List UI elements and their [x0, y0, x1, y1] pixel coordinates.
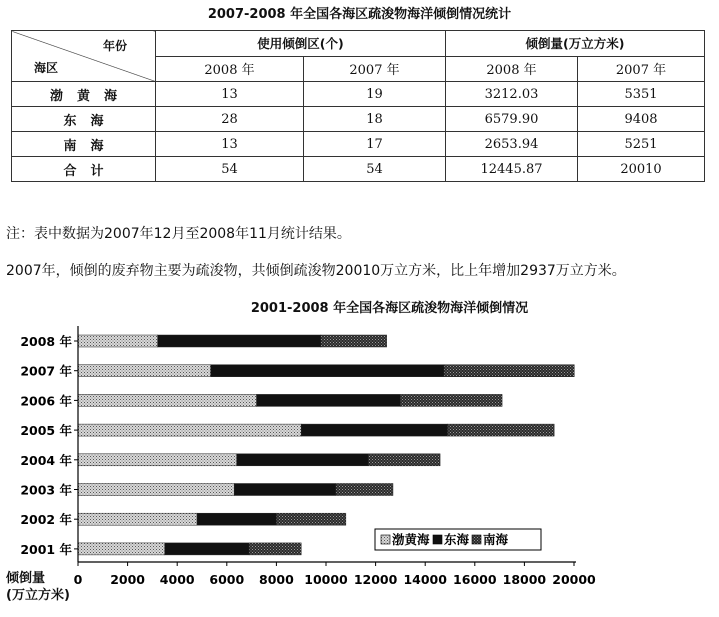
bar-segment	[444, 365, 574, 377]
bar-segment	[276, 513, 345, 525]
region-name: 东海	[12, 107, 156, 132]
region-name: 合计	[12, 157, 156, 182]
legend-swatch	[433, 535, 442, 544]
x-axis-label-line: (万立方米)	[6, 588, 70, 603]
bar-segment	[78, 335, 158, 347]
x-tick-label: 18000	[502, 572, 547, 587]
table-cell: 9408	[578, 107, 705, 132]
table-cell: 12445.87	[446, 157, 578, 182]
bar-segment	[165, 543, 249, 555]
x-tick-label: 14000	[403, 572, 447, 587]
table-cell: 54	[156, 157, 304, 182]
table-cell: 20010	[578, 157, 705, 182]
x-axis-label-line: 倾倒量	[6, 571, 46, 586]
table-cell: 54	[304, 157, 446, 182]
group-header-sites: 使用倾倒区(个)	[156, 31, 446, 57]
legend-label: 南海	[483, 532, 509, 547]
x-tick-label: 8000	[259, 572, 294, 587]
table-cell: 18	[304, 107, 446, 132]
x-tick-label: 10000	[304, 572, 348, 587]
table-cell: 6579.90	[446, 107, 578, 132]
table-cell: 28	[156, 107, 304, 132]
bar-segment	[321, 335, 387, 347]
bar-segment	[234, 484, 336, 496]
chart-title: 2001-2008 年全国各海区疏浚物海洋倾倒情况	[250, 301, 529, 316]
bar-segment	[78, 513, 197, 525]
x-tick-label: 12000	[353, 572, 398, 587]
region-name: 渤黄海	[12, 82, 156, 107]
bar-segment	[400, 394, 502, 406]
y-tick-label: 2008 年	[20, 334, 72, 349]
bar-segment	[237, 454, 368, 466]
legend-swatch	[381, 535, 390, 544]
bar-segment	[78, 543, 165, 555]
table-note: 注：表中数据为2007年12月至2008年11月统计结果。	[6, 226, 351, 242]
group-header-volume: 倾倒量(万立方米)	[446, 31, 705, 57]
year-header: 2008 年	[446, 56, 578, 82]
table-cell: 3212.03	[446, 82, 578, 107]
bar-segment	[78, 424, 301, 436]
legend-label: 东海	[444, 532, 470, 547]
table-cell: 17	[304, 132, 446, 157]
table-row	[12, 157, 705, 182]
legend-swatch	[472, 535, 481, 544]
bar-segment	[211, 365, 444, 377]
bar-segment	[197, 513, 276, 525]
table-cell: 19	[304, 82, 446, 107]
corner-year-label: 年份	[102, 39, 127, 53]
chart-legend	[375, 529, 541, 550]
table-cell: 2653.94	[446, 132, 578, 157]
x-axis-label	[6, 570, 70, 604]
table-cell: 5251	[578, 132, 705, 157]
x-tick-label: 16000	[453, 572, 497, 587]
y-tick-label: 2002 年	[20, 512, 72, 528]
year-header: 2008 年	[156, 56, 304, 82]
x-tick-label: 2000	[110, 572, 145, 587]
table-cell: 13	[156, 82, 304, 107]
bar-segment	[448, 424, 555, 436]
bar-segment	[336, 484, 393, 496]
bar-segment	[301, 424, 447, 436]
table-row	[12, 132, 705, 157]
y-tick-label: 2003 年	[20, 482, 72, 498]
y-tick-label: 2005 年	[20, 423, 72, 439]
summary-text: 2007年，倾倒的废弃物主要为疏浚物，共倾倒疏浚物20010万立方米，比上年增加2937万立方米。	[6, 263, 626, 279]
y-tick-label: 2001 年	[20, 541, 72, 557]
bar-segment	[78, 454, 237, 466]
x-tick-label: 0	[73, 572, 83, 587]
y-tick-label: 2006 年	[20, 393, 72, 409]
table-cell: 13	[156, 132, 304, 157]
bar-segment	[368, 454, 440, 466]
table-corner-header	[12, 31, 156, 82]
year-header: 2007 年	[578, 56, 705, 82]
legend-label: 渤黄海	[392, 532, 430, 547]
table-title: 2007-2008 年全国各海区疏浚物海洋倾倒情况统计	[207, 7, 512, 22]
table-cell: 5351	[578, 82, 705, 107]
y-tick-label: 2004 年	[20, 452, 72, 468]
bar-segment	[249, 543, 301, 555]
bar-segment	[78, 394, 257, 406]
region-name: 南海	[12, 132, 156, 157]
bar-segment	[78, 365, 211, 377]
bar-segment	[78, 484, 234, 496]
table-row	[12, 82, 705, 107]
x-tick-label: 20000	[552, 572, 596, 587]
bar-segment	[257, 394, 401, 406]
y-tick-label: 2007 年	[20, 363, 72, 379]
stacked-bar-chart	[0, 318, 719, 617]
table-row	[12, 107, 705, 132]
statistics-table	[11, 30, 705, 182]
x-tick-label: 4000	[159, 572, 195, 587]
year-header: 2007 年	[304, 56, 446, 82]
corner-region-label: 海区	[34, 61, 59, 75]
x-tick-label: 6000	[209, 572, 245, 587]
bar-segment	[158, 335, 321, 347]
